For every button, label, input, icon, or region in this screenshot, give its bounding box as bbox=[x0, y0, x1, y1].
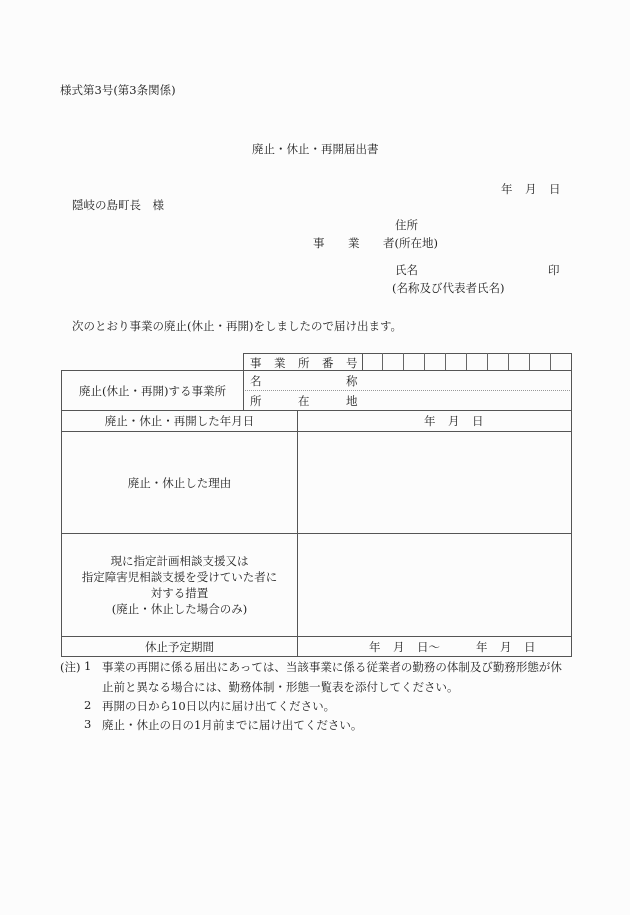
document-title: 廃止・休止・再開届出書 bbox=[252, 142, 379, 156]
reason-row-label: 廃止・休止した理由 bbox=[127, 476, 232, 490]
note-text: 事業の再開に係る届出にあっては、当該事業に係る従業者の勤務の体制及び勤務形態が休 bbox=[102, 660, 562, 674]
measures-field[interactable] bbox=[298, 534, 571, 636]
office-number-digit[interactable] bbox=[530, 353, 551, 370]
office-number-digit[interactable] bbox=[446, 353, 467, 370]
note-text: 再開の日から10日以内に届け出てください。 bbox=[102, 699, 336, 713]
date-row-label: 廃止・休止・再開した年月日 bbox=[104, 414, 255, 428]
seal-label: 印 bbox=[548, 263, 560, 277]
name-label: 氏名 bbox=[395, 263, 418, 277]
name-note: (名称及び代表者氏名) bbox=[392, 281, 505, 295]
date-day: 日 bbox=[549, 182, 561, 196]
form-number: 様式第3号(第3条関係) bbox=[60, 83, 176, 97]
facility-label: 廃止(休止・再開)する事業所 bbox=[79, 384, 226, 398]
office-number-digit[interactable] bbox=[551, 353, 571, 370]
office-number-digit[interactable] bbox=[488, 353, 509, 370]
note-number: 2 bbox=[84, 698, 92, 712]
date-month: 月 bbox=[525, 182, 537, 196]
facility-name-field[interactable] bbox=[362, 371, 571, 390]
office-number-digit[interactable] bbox=[509, 353, 530, 370]
address-label: 住所 bbox=[395, 218, 418, 232]
office-number-digit[interactable] bbox=[383, 353, 404, 370]
facility-location-field[interactable] bbox=[362, 391, 571, 410]
period-row-label: 休止予定期間 bbox=[145, 640, 214, 654]
notes-prefix: (注) bbox=[60, 660, 81, 674]
office-number-digit[interactable] bbox=[425, 353, 446, 370]
office-number-digit[interactable] bbox=[404, 353, 425, 370]
office-number-digit[interactable] bbox=[467, 353, 488, 370]
note-text: 廃止・休止の日の1月前までに届け出てください。 bbox=[102, 718, 363, 732]
date-year: 年 bbox=[501, 182, 513, 196]
reason-field[interactable] bbox=[298, 432, 571, 533]
note-text: 止前と異なる場合には、勤務体制・形態一覧表を添付してください。 bbox=[102, 680, 459, 694]
office-number-digit[interactable] bbox=[362, 353, 383, 370]
note-number: 3 bbox=[84, 717, 92, 731]
addressee: 隠岐の島町長 様 bbox=[72, 198, 164, 212]
note-number: 1 bbox=[84, 659, 92, 673]
intro-text: 次のとおり事業の廃止(休止・再開)をしましたので届け出ます。 bbox=[72, 319, 403, 333]
measures-row-label: 現に指定計画相談支援又は 指定障害児相談支援を受けていた者に 対する措置 (廃止・休止した場合のみ) bbox=[81, 554, 278, 616]
